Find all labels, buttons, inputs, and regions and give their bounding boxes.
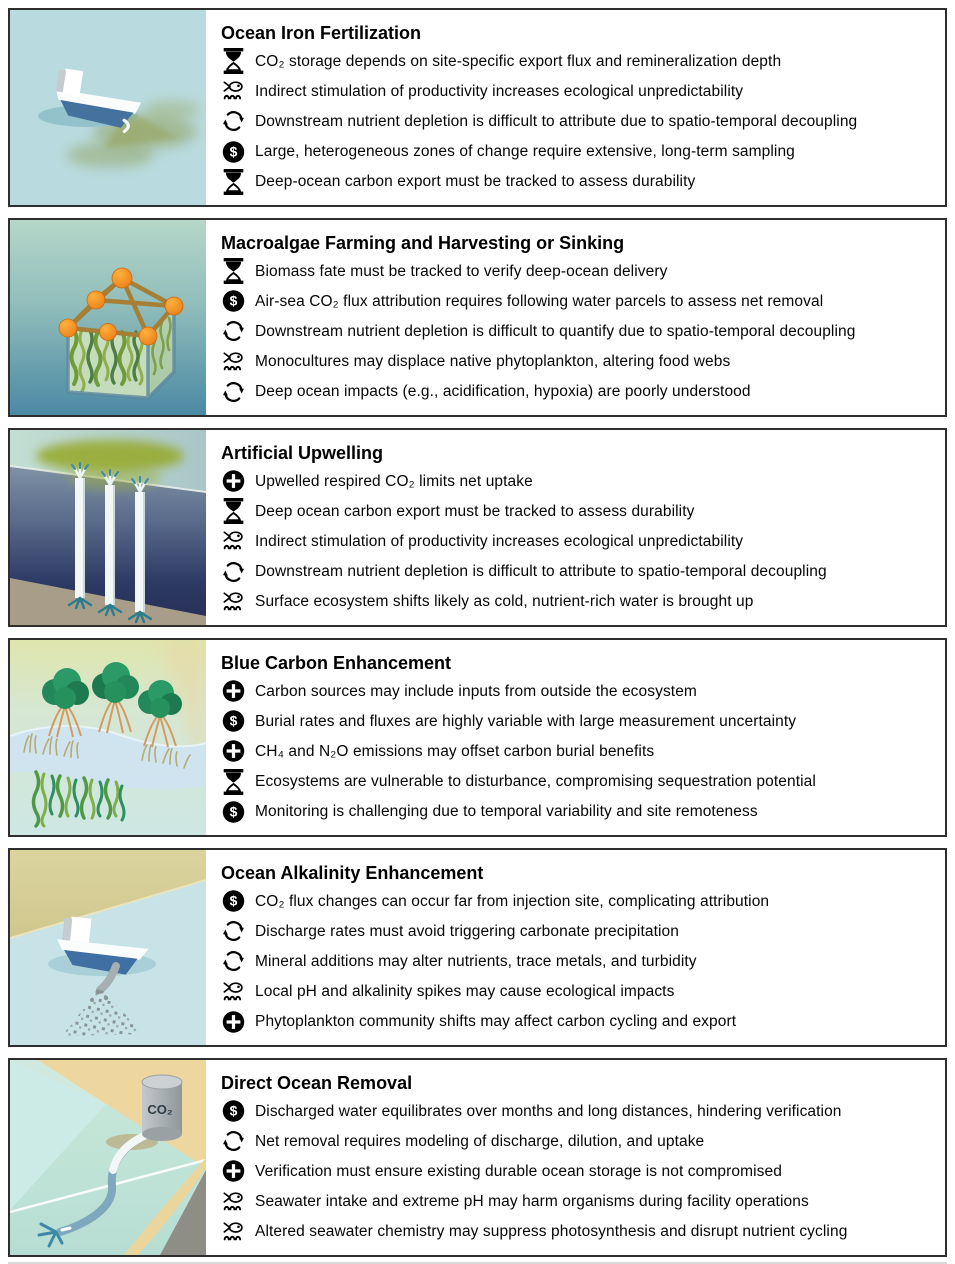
- illustration-blue-carbon: [10, 640, 206, 835]
- bullet-text: Monocultures may displace native phytoplankton, altering food webs: [255, 353, 731, 371]
- svg-text:$: $: [229, 143, 237, 160]
- fish-icon: [221, 978, 245, 1005]
- bullet-text: Deep ocean impacts (e.g., acidification, hypoxia) are poorly understood: [255, 383, 751, 401]
- bullet-text: Large, heterogeneous zones of change require extensive, long-term sampling: [255, 143, 795, 161]
- hourglass-icon: [221, 768, 245, 795]
- direct-ocean-removal-art: [10, 1060, 206, 1255]
- dollar-icon: [221, 288, 245, 315]
- bullet-item: [221, 947, 941, 976]
- panel-content: [206, 1060, 945, 1255]
- panel-blue-carbon-enhancement: [8, 638, 947, 837]
- svg-text:$: $: [229, 892, 237, 909]
- panel-content: [206, 10, 945, 205]
- alkalinity-ship-art: [10, 850, 206, 1045]
- bullet-item: [221, 767, 941, 796]
- panel-content: [206, 640, 945, 835]
- bullet-item: [221, 257, 941, 286]
- panel-macroalgae-farming: [8, 218, 947, 417]
- illustration-kelp-cage: [10, 220, 206, 415]
- bullet-text: Monitoring is challenging due to temporal variability and site remoteness: [255, 803, 758, 821]
- panel-title: Artificial Upwelling: [221, 443, 384, 463]
- hourglass-icon: [221, 48, 245, 75]
- cycle-icon: [221, 378, 245, 405]
- bullet-text: Carbon sources may include inputs from outside the ecosystem: [255, 682, 697, 700]
- plus-icon: [221, 468, 245, 495]
- bullet-text: Discharge rates must avoid triggering carbonate precipitation: [255, 922, 679, 940]
- panel-title: Ocean Iron Fertilization: [221, 23, 422, 43]
- kelp-cage-art: [10, 220, 206, 415]
- bullet-text: Upwelled respired CO₂ limits net uptake: [255, 472, 533, 490]
- bullet-text: Indirect stimulation of productivity increases ecological unpredictability: [255, 532, 744, 550]
- bullet-item: [221, 797, 941, 826]
- bullet-text: Air-sea CO₂ flux attribution requires following water parcels to assess net removal: [255, 292, 824, 310]
- bullet-list: [221, 886, 941, 1037]
- bullet-text: CO₂ storage depends on site-specific export flux and remineralization depth: [255, 52, 782, 70]
- bullet-item: [221, 887, 941, 916]
- cycle-icon: [221, 318, 245, 345]
- bullet-list: [221, 676, 941, 827]
- bullet-list: [221, 256, 941, 407]
- bullet-text: CH₄ and N₂O emissions may offset carbon burial benefits: [255, 742, 655, 760]
- bullet-list: [221, 1096, 941, 1247]
- cycle-icon: [221, 948, 245, 975]
- dollar-icon: [221, 138, 245, 165]
- fish-icon: [221, 528, 245, 555]
- bullet-text: Mineral additions may alter nutrients, trace metals, and turbidity: [255, 952, 697, 970]
- bullet-item: [221, 1097, 941, 1126]
- plus-icon: [221, 678, 245, 705]
- bullet-text: Phytoplankton community shifts may affect carbon cycling and export: [255, 1013, 737, 1031]
- plus-icon: [221, 738, 245, 765]
- illustration-ship-iron-plume: [10, 10, 206, 205]
- bullet-item: [221, 587, 941, 616]
- bullet-item: [221, 1187, 941, 1216]
- bullet-text: Burial rates and fluxes are highly variable with large measurement uncertainty: [255, 712, 797, 730]
- panel-ocean-alkalinity-enhancement: [8, 848, 947, 1047]
- bullet-item: [221, 917, 941, 946]
- bullet-list: [221, 466, 941, 617]
- svg-text:$: $: [229, 1102, 237, 1119]
- bullet-item: [221, 287, 941, 316]
- bullet-text: Indirect stimulation of productivity increases ecological unpredictability: [255, 82, 744, 100]
- panel-content: [206, 850, 945, 1045]
- panel-ocean-iron-fertilization: [8, 8, 947, 207]
- bullet-text: Seawater intake and extreme pH may harm organisms during facility operations: [255, 1193, 809, 1211]
- fish-icon: [221, 348, 245, 375]
- cycle-icon: [221, 558, 245, 585]
- bullet-item: [221, 317, 941, 346]
- dollar-icon: [221, 708, 245, 735]
- illustration-alkalinity-ship: [10, 850, 206, 1045]
- fish-icon: [221, 78, 245, 105]
- bullet-text: Downstream nutrient depletion is difficult to quantify due to spatio-temporal decoupling: [255, 322, 856, 340]
- bullet-item: [221, 1127, 941, 1156]
- panel-content: [206, 220, 945, 415]
- hourglass-icon: [221, 258, 245, 285]
- bullet-text: Verification must ensure existing durable ocean storage is not compromised: [255, 1162, 782, 1180]
- bullet-item: [221, 977, 941, 1006]
- bullet-text: Surface ecosystem shifts likely as cold, nutrient-rich water is brought up: [255, 593, 754, 611]
- bullet-text: Deep-ocean carbon export must be tracked to assess durability: [255, 173, 696, 191]
- dollar-icon: [221, 888, 245, 915]
- illustration-upwelling-pipes: [10, 430, 206, 625]
- svg-text:$: $: [229, 712, 237, 729]
- bullet-text: Biomass fate must be tracked to verify deep-ocean delivery: [255, 262, 668, 280]
- bullet-item: [221, 47, 941, 76]
- bullet-text: Ecosystems are vulnerable to disturbance, compromising sequestration potential: [255, 773, 816, 791]
- panel-artificial-upwelling: [8, 428, 947, 627]
- bullet-item: [221, 1007, 941, 1036]
- co2-tank: [142, 1075, 182, 1141]
- hourglass-icon: [221, 498, 245, 525]
- bullet-item: [221, 137, 941, 166]
- panel-title: Direct Ocean Removal: [221, 1073, 413, 1093]
- cycle-icon: [221, 918, 245, 945]
- bullet-item: [221, 1157, 941, 1186]
- cycle-icon: [221, 1128, 245, 1155]
- hourglass-icon: [221, 168, 245, 195]
- plus-icon: [221, 1158, 245, 1185]
- svg-text:$: $: [229, 803, 237, 820]
- panel-content: [206, 430, 945, 625]
- bullet-text: Downstream nutrient depletion is difficult to attribute to spatio-temporal decoupling: [255, 563, 827, 581]
- bullet-item: [221, 347, 941, 376]
- plus-icon: [221, 1008, 245, 1035]
- panel-direct-ocean-removal: [8, 1058, 947, 1257]
- upwelling-pipes-art: [10, 430, 206, 625]
- bullet-item: [221, 77, 941, 106]
- bullet-item: [221, 677, 941, 706]
- bullet-item: [221, 107, 941, 136]
- bullet-text: Deep ocean carbon export must be tracked to assess durability: [255, 502, 695, 520]
- bullet-list: [221, 46, 941, 197]
- fish-icon: [221, 588, 245, 615]
- bullet-text: Downstream nutrient depletion is difficult to attribute due to spatio-temporal decoupling: [255, 112, 858, 130]
- panel-title: Macroalgae Farming and Harvesting or Sinking: [221, 233, 625, 253]
- dollar-icon: [221, 1098, 245, 1125]
- bullet-item: [221, 527, 941, 556]
- bullet-text: Net removal requires modeling of discharge, dilution, and uptake: [255, 1132, 705, 1150]
- ship-iron-plume-art: [10, 10, 206, 205]
- bullet-item: [221, 557, 941, 586]
- panel-title: Ocean Alkalinity Enhancement: [221, 863, 484, 883]
- bullet-text: Local pH and alkalinity spikes may cause ecological impacts: [255, 983, 675, 1001]
- bullet-item: [221, 167, 941, 196]
- fish-icon: [221, 1218, 245, 1245]
- illustration-direct-ocean-removal: [10, 1060, 206, 1255]
- bullet-text: Altered seawater chemistry may suppress photosynthesis and disrupt nutrient cycling: [255, 1223, 848, 1241]
- svg-text:$: $: [229, 292, 237, 309]
- bullet-item: [221, 497, 941, 526]
- bullet-text: CO₂ flux changes can occur far from injection site, complicating attribution: [255, 892, 770, 910]
- dollar-icon: [221, 798, 245, 825]
- bullet-text: Discharged water equilibrates over months and long distances, hindering verification: [255, 1102, 842, 1120]
- cycle-icon: [221, 108, 245, 135]
- bullet-item: [221, 1217, 941, 1246]
- blue-carbon-art: [10, 640, 206, 835]
- panel-title: Blue Carbon Enhancement: [221, 653, 452, 673]
- fish-icon: [221, 1188, 245, 1215]
- bullet-item: [221, 707, 941, 736]
- bullet-item: [221, 467, 941, 496]
- bullet-item: [221, 377, 941, 406]
- co2-tank-label: CO₂: [147, 1102, 173, 1117]
- bullet-item: [221, 737, 941, 766]
